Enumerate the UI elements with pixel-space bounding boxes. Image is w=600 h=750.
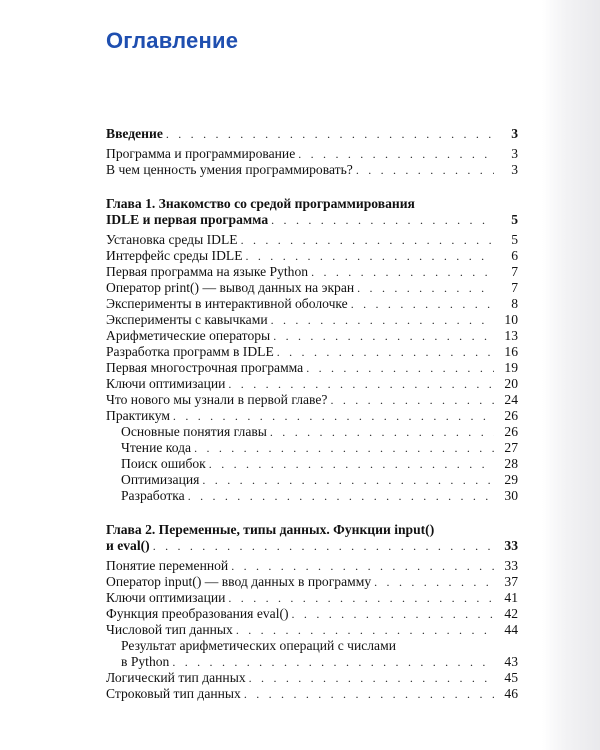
dot-leader [228, 376, 494, 392]
dot-leader [166, 126, 494, 142]
toc-subentry[interactable] [106, 488, 518, 504]
toc-entry[interactable] [106, 590, 518, 606]
toc-page-number: 3 [511, 146, 518, 161]
toc-entry[interactable] [106, 686, 518, 702]
toc-entry[interactable] [106, 248, 518, 264]
toc-entry[interactable] [106, 264, 518, 280]
toc-label: Первая программа на языке Python [106, 264, 309, 279]
dot-leader [271, 312, 494, 328]
toc-page-number: 26 [504, 408, 518, 423]
toc-subentry[interactable] [106, 472, 518, 488]
toc-page-number: 20 [504, 376, 518, 391]
dot-leader [231, 558, 494, 574]
chapter-1-title-line2: IDLE и первая программа [106, 212, 269, 227]
chapter-2-title-line1: Глава 2. Переменные, типы данных. Функции input() [106, 522, 435, 537]
toc-page-number: 44 [504, 622, 518, 637]
toc-entry[interactable] [106, 146, 518, 162]
toc-subentry[interactable] [106, 456, 518, 472]
toc-label: Разработка [121, 488, 185, 503]
dot-leader [249, 670, 494, 686]
dot-leader [351, 296, 494, 312]
dot-leader [153, 538, 494, 554]
toc-label: Введение [106, 126, 163, 141]
dot-leader [357, 280, 494, 296]
toc-entry[interactable] [106, 312, 518, 328]
toc-label: Ключи оптимизации [106, 590, 226, 605]
toc-entry[interactable] [106, 280, 518, 296]
toc-entry[interactable] [106, 328, 518, 344]
toc-page-number: 28 [504, 456, 518, 471]
toc-entry[interactable] [106, 606, 518, 622]
toc-label: Оператор print() — вывод данных на экран [106, 280, 355, 295]
page-spine-shadow [542, 0, 600, 750]
dot-leader [270, 424, 494, 440]
toc-label: Логический тип данных [106, 670, 246, 685]
toc-page-number: 42 [504, 606, 518, 621]
toc-label: Программа и программирование [106, 146, 296, 161]
toc-label: Разработка программ в IDLE [106, 344, 274, 359]
toc-subentry[interactable] [106, 424, 518, 440]
toc-page-number: 3 [511, 126, 518, 141]
toc-entry-intro[interactable] [106, 126, 518, 142]
dot-leader [244, 686, 494, 702]
toc-page-number: 5 [511, 212, 518, 227]
dot-leader [246, 248, 495, 264]
toc-page-number: 26 [504, 424, 518, 439]
dot-leader [292, 606, 494, 622]
toc-entry[interactable] [106, 232, 518, 248]
toc-page-number: 43 [504, 654, 518, 669]
toc-label: Первая многострочная программа [106, 360, 304, 375]
toc-entry[interactable] [106, 344, 518, 360]
dot-leader [330, 392, 494, 408]
dot-leader [311, 264, 494, 280]
chapter-2-title-line2: и eval() [106, 538, 150, 553]
dot-leader [236, 622, 494, 638]
toc-entry-chapter-1[interactable] [106, 212, 518, 228]
dot-leader [374, 574, 494, 590]
toc-label: Что нового мы узнали в первой главе? [106, 392, 328, 407]
toc-label: Поиск ошибок [121, 456, 206, 471]
toc-label: Ключи оптимизации [106, 376, 226, 391]
toc-label: Понятие переменной [106, 558, 229, 573]
dot-leader [298, 146, 494, 162]
toc-page-number: 27 [504, 440, 518, 455]
toc-page-number: 37 [504, 574, 518, 589]
toc-label: в Python [121, 654, 170, 669]
toc-label: Эксперименты в интерактивной оболочке [106, 296, 348, 311]
table-of-contents [106, 126, 518, 702]
toc-label: Оператор input() — ввод данных в программу [106, 574, 372, 589]
toc-page-number: 7 [511, 264, 518, 279]
dot-leader [271, 212, 494, 228]
toc-label: Функция преобразования eval() [106, 606, 289, 621]
toc-label: Строковый тип данных [106, 686, 241, 701]
dot-leader [273, 328, 494, 344]
toc-page-number: 33 [504, 538, 518, 553]
dot-leader [172, 654, 494, 670]
toc-label: Основные понятия главы [121, 424, 267, 439]
toc-page-number: 16 [504, 344, 518, 359]
toc-entry[interactable] [106, 296, 518, 312]
dot-leader [188, 488, 494, 504]
toc-entry[interactable] [106, 360, 518, 376]
toc-label: Оптимизация [121, 472, 200, 487]
toc-page-number: 6 [511, 248, 518, 263]
toc-label: Чтение кода [121, 440, 192, 455]
dot-leader [277, 344, 494, 360]
toc-entry[interactable] [106, 392, 518, 408]
dot-leader [209, 456, 494, 472]
toc-page-number: 29 [504, 472, 518, 487]
toc-label: Арифметические операторы [106, 328, 271, 343]
dot-leader [194, 440, 494, 456]
toc-entry-chapter-2[interactable] [106, 538, 518, 554]
toc-subentry[interactable] [106, 440, 518, 456]
toc-label: Установка среды IDLE [106, 232, 238, 247]
toc-page-number: 41 [504, 590, 518, 605]
dot-leader [202, 472, 494, 488]
toc-entry[interactable] [106, 376, 518, 392]
toc-entry[interactable] [106, 558, 518, 574]
dot-leader [356, 162, 494, 178]
toc-entry[interactable] [106, 622, 518, 638]
toc-page-number: 45 [504, 670, 518, 685]
toc-label: В чем ценность умения программировать? [106, 162, 353, 177]
toc-page-number: 24 [504, 392, 518, 407]
toc-page-number: 46 [504, 686, 518, 701]
toc-page-number: 8 [511, 296, 518, 311]
dot-leader [241, 232, 494, 248]
toc-entry[interactable] [106, 670, 518, 686]
toc-label: Практикум [106, 408, 170, 423]
page-title: Оглавление [106, 28, 239, 53]
toc-entry[interactable] [106, 574, 518, 590]
toc-label: Эксперименты с кавычками [106, 312, 268, 327]
toc-page-number: 30 [504, 488, 518, 503]
toc-entry[interactable] [106, 408, 518, 424]
toc-subentry-line1: Результат арифметических операций с числами [121, 638, 396, 653]
dot-leader [306, 360, 494, 376]
chapter-1-title-line1: Глава 1. Знакомство со средой программирования [106, 196, 415, 211]
toc-subentry[interactable] [106, 654, 518, 670]
toc-page-number: 13 [504, 328, 518, 343]
toc-page-number: 5 [511, 232, 518, 247]
toc-page-number: 7 [511, 280, 518, 295]
dot-leader [173, 408, 494, 424]
toc-page-number: 33 [504, 558, 518, 573]
toc-page-number: 10 [504, 312, 518, 327]
dot-leader [228, 590, 494, 606]
toc-label: Интерфейс среды IDLE [106, 248, 243, 263]
toc-page-number: 19 [504, 360, 518, 375]
toc-page-number: 3 [511, 162, 518, 177]
toc-label: Числовой тип данных [106, 622, 233, 637]
toc-entry[interactable] [106, 162, 518, 178]
